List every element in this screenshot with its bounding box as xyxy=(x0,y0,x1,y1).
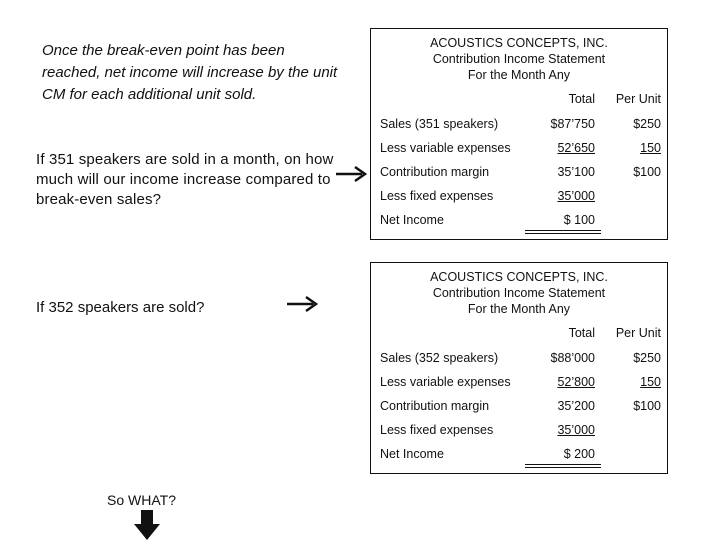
col-total-header: Total xyxy=(568,326,595,340)
statement-title: Contribution Income Statement xyxy=(432,52,606,66)
right-arrow-icon xyxy=(286,294,322,314)
company-name: ACOUSTICS CONCEPTS, INC. xyxy=(430,36,608,50)
question-351: If 351 speakers are sold in a month, on how much will our income increase compared to break-even sales? xyxy=(36,151,334,208)
statement-period: For the Month Any xyxy=(467,68,571,82)
row-label: Net Income xyxy=(380,213,444,227)
row-total: 52’650 xyxy=(557,141,595,155)
question-352: If 352 speakers are sold? xyxy=(36,299,205,316)
row-label: Contribution margin xyxy=(380,165,490,179)
income-statement-352 xyxy=(370,262,668,474)
income-statement-351 xyxy=(370,28,668,240)
row-total: 52’800 xyxy=(557,375,595,389)
row-label: Less fixed expenses xyxy=(380,189,494,203)
down-arrow-icon xyxy=(134,510,160,540)
row-label: Net Income xyxy=(380,447,444,461)
row-label: Less variable expenses xyxy=(380,375,511,389)
row-total: $ 100 xyxy=(563,213,595,227)
row-per-unit: 150 xyxy=(640,375,661,389)
row-per-unit: 150 xyxy=(640,141,661,155)
row-total: 35’100 xyxy=(557,165,595,179)
row-total: 35’000 xyxy=(557,189,595,203)
row-label: Less variable expenses xyxy=(380,141,511,155)
row-total: $87’750 xyxy=(550,117,595,131)
intro-text: Once the break-even point has been reached, net income will increase by the unit CM for each additional unit sold. xyxy=(42,42,338,103)
col-total-header: Total xyxy=(568,92,595,106)
statement-title: Contribution Income Statement xyxy=(432,286,606,300)
row-label: Less fixed expenses xyxy=(380,423,494,437)
right-arrow-icon xyxy=(335,164,371,184)
statement-period: For the Month Any xyxy=(467,302,571,316)
row-per-unit: $250 xyxy=(633,351,661,365)
row-per-unit: $100 xyxy=(633,399,661,413)
company-name: ACOUSTICS CONCEPTS, INC. xyxy=(430,270,608,284)
row-total: 35’200 xyxy=(557,399,595,413)
row-per-unit: $100 xyxy=(633,165,661,179)
row-per-unit: $250 xyxy=(633,117,661,131)
so-what-text: So WHAT? xyxy=(107,492,176,508)
row-total: 35’000 xyxy=(557,423,595,437)
double-underline xyxy=(525,230,601,234)
col-per-unit-header: Per Unit xyxy=(615,92,661,106)
double-underline xyxy=(525,464,601,468)
row-total: $88’000 xyxy=(550,351,595,365)
row-label: Sales (351 speakers) xyxy=(380,117,499,131)
col-per-unit-header: Per Unit xyxy=(615,326,661,340)
row-label: Contribution margin xyxy=(380,399,490,413)
row-label: Sales (352 speakers) xyxy=(380,351,499,365)
row-total: $ 200 xyxy=(563,447,595,461)
